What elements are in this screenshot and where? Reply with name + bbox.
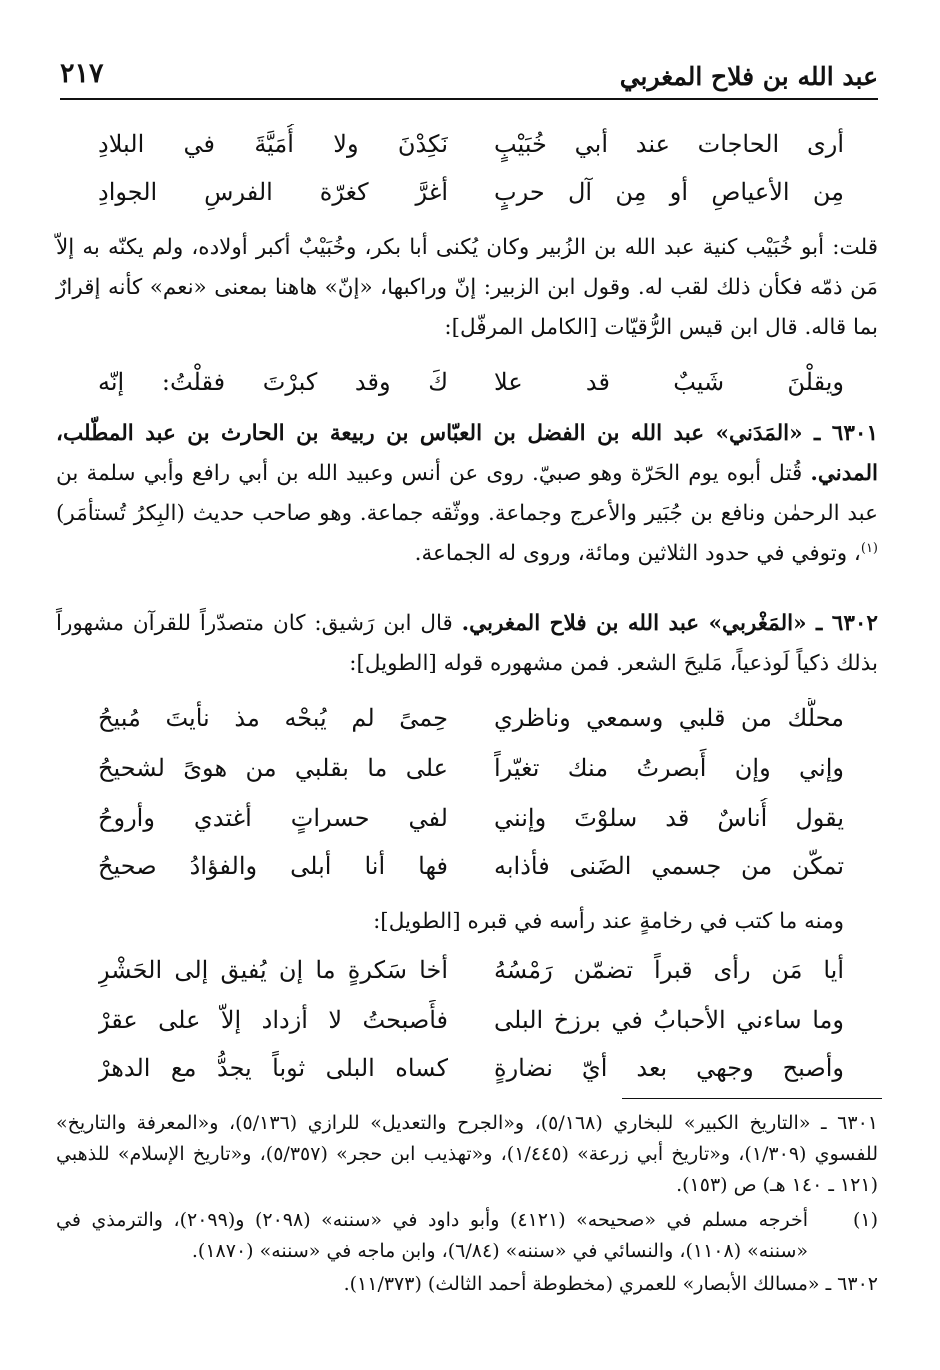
footnote-mark: (١) bbox=[852, 1209, 878, 1231]
verse-line bbox=[98, 124, 844, 164]
verse-line bbox=[98, 950, 844, 990]
verse-first-hemistich: ويقلْنَ شَيبٌ قد علا bbox=[494, 368, 844, 396]
verse-line bbox=[98, 846, 844, 886]
verse-second-hemistich: أخا سَكرةٍ ما إن يُفيق إلى الحَشْرِ bbox=[98, 956, 448, 984]
verse-first-hemistich: مِن الأعياصِ أو مِن آل حربٍ bbox=[494, 178, 844, 206]
poem-intro: ومنه ما كتب في رخامةٍ عند رأسه في قبره [الطويل]: bbox=[373, 909, 844, 934]
verse-first-hemistich: محلُّك من قلبي وسمعي وناظري bbox=[494, 704, 844, 732]
verse-line bbox=[98, 1048, 844, 1088]
verse-second-hemistich: لفي حسراتٍ أغتدي وأروحُ bbox=[98, 804, 448, 832]
entry-text: قُتل أبوه يوم الحَرّة وهو صبيّ. روى عن أنس وعبيد الله بن أبي رافع وأبي سلمة بن عبد الرحمٰن ونافع بن جُبَير والأعرج وجماعة. ووثّقه جماعة. وهو صاحب حديث (البِكرُ تُستأمَر) bbox=[56, 461, 878, 526]
verse-second-hemistich: كساه البلى ثوباً يجدُّ مع الدهرْ bbox=[98, 1054, 448, 1082]
footnote-reference[interactable]: (١) bbox=[860, 540, 878, 556]
verse-line bbox=[98, 698, 844, 738]
verse-first-hemistich: وأصبح وجهي بعد أيّ نضارةٍ bbox=[494, 1054, 844, 1082]
entry-text-tail: ، وتوفي في حدود الثلاثين ومائة، وروى له الجماعة. bbox=[414, 541, 861, 566]
footnote-text: «مسالك الأبصار» للعمري (مخطوطة أحمد الثالث) (١١/٣٧٣). bbox=[343, 1273, 820, 1295]
footnote-mark: ٦٣٠١ ـ bbox=[821, 1112, 878, 1134]
verse-second-hemistich: فها أنا أبلى والفؤادُ صحيحُ bbox=[98, 852, 448, 880]
footnote-1 bbox=[56, 1205, 878, 1267]
entry-text: قال ابن رَشيق: كان متصدّراً للقرآن مشهوراً بذلك ذكياً لَوذعياً، مَليحَ الشعر. فمن مشهوره قوله [الطويل]: bbox=[56, 611, 878, 676]
footnote-mark: ٦٣٠٢ ـ bbox=[825, 1273, 878, 1295]
verse-line bbox=[98, 362, 844, 402]
verse-first-hemistich: أيا مَن رأى قبراً تضمّن رَمْسُهُ bbox=[494, 956, 844, 984]
running-title: عبد الله بن فلاح المغربي bbox=[619, 62, 878, 91]
verse-first-hemistich: تمكّن من جسمي الضَنى فأذابه bbox=[494, 852, 844, 880]
page-header bbox=[60, 52, 878, 100]
verse-second-hemistich: على ما بقلبي من هوىً لشحيحُ bbox=[98, 754, 448, 782]
verse-second-hemistich: فأَصبحتُ لا أزداد إلاّ على عقرْ bbox=[98, 1006, 448, 1034]
verse-line bbox=[98, 748, 844, 788]
verse-line bbox=[98, 172, 844, 212]
entry-heading: ٦٣٠٢ ـ «المَغْربي» عبد الله بن فلاح المغربي. bbox=[461, 611, 878, 636]
verse-second-hemistich: نَكِدْنَ ولا أُمَيَّةَ في البلادِ bbox=[98, 130, 448, 158]
verse-first-hemistich: وما ساءني الأحبابُ في برزخ البلى bbox=[494, 1006, 844, 1034]
commentary-paragraph: قلت: أبو خُبَيْب كنية عبد الله بن الزُبير وكان يُكنى أبا بكر، وخُبَيْبٌ أكبر أولاده، ولم يكنّه به إلاّ مَن ذمّه فكأن ذلك لقب له. وقول ابن الزبير: إنّ وراكبها، «إنّ» هاهنا بمعنى «نعم» كأنه إقرارٌ بما قاله. قال ابن قيس الرُّقيّات [الكامل المرفّل]: bbox=[56, 235, 878, 340]
verse-second-hemistich: أغرَّ كغرّة الفرسِ الجوادِ bbox=[98, 178, 448, 206]
footnote-source-6302 bbox=[56, 1269, 878, 1300]
entry-6302 bbox=[56, 604, 878, 684]
verse-second-hemistich: حِمىً لم يُبحْه مذ نأيتَ مُبيحُ bbox=[98, 704, 448, 732]
footnote-separator bbox=[622, 1098, 882, 1099]
footnotes bbox=[56, 1108, 878, 1300]
footnote-text: أخرجه مسلم في «صحيحه» (٤١٢١) وأبو داود في «سننه» (٢٠٩٨) و(٢٠٩٩)، والترمذي في «سننه» (١١٠٨)، والنسائي في «سننه» (٦/٨٤)، وابن ماجه في «سننه» (١٨٧٠). bbox=[56, 1209, 809, 1262]
entry-heading: ٦٣٠١ ـ «المَدَني» عبد الله بن الفضل بن العبّاس بن ربيعة بن الحارث بن عبد المطّلب، المدني. bbox=[56, 421, 878, 486]
entry-6301 bbox=[56, 414, 878, 574]
verse-first-hemistich: يقول أُناسٌ قد سلوْتَ وإنني bbox=[494, 804, 844, 832]
verse-line bbox=[98, 798, 844, 838]
verse-first-hemistich: وإني وإن أَبصرتُ منك تغيّراً bbox=[494, 754, 844, 782]
footnote-source-6301 bbox=[56, 1108, 878, 1201]
footnote-text: «التاريخ الكبير» للبخاري (٥/١٦٨)، و«الجرح والتعديل» للرازي (٥/١٣٦)، و«المعرفة والتاريخ» للفسوي (١/٣٠٩)، و«تاريخ أبي زرعة» (١/٤٤٥)، و«تهذيب ابن حجر» (٥/٣٥٧)، و«تاريخ الإسلام» للذهبي (١٢١ ـ ١٤٠ هـ) ص (١٥٣). bbox=[56, 1112, 879, 1196]
page-number: ٢١٧ bbox=[60, 58, 104, 89]
verse-line bbox=[98, 1000, 844, 1040]
verse-second-hemistich: كَ وقد كبرْتَ فقلْتُ: إنّه bbox=[98, 368, 448, 396]
verse-first-hemistich: أرى الحاجات عند أبي خُبَيْبٍ bbox=[494, 130, 844, 158]
